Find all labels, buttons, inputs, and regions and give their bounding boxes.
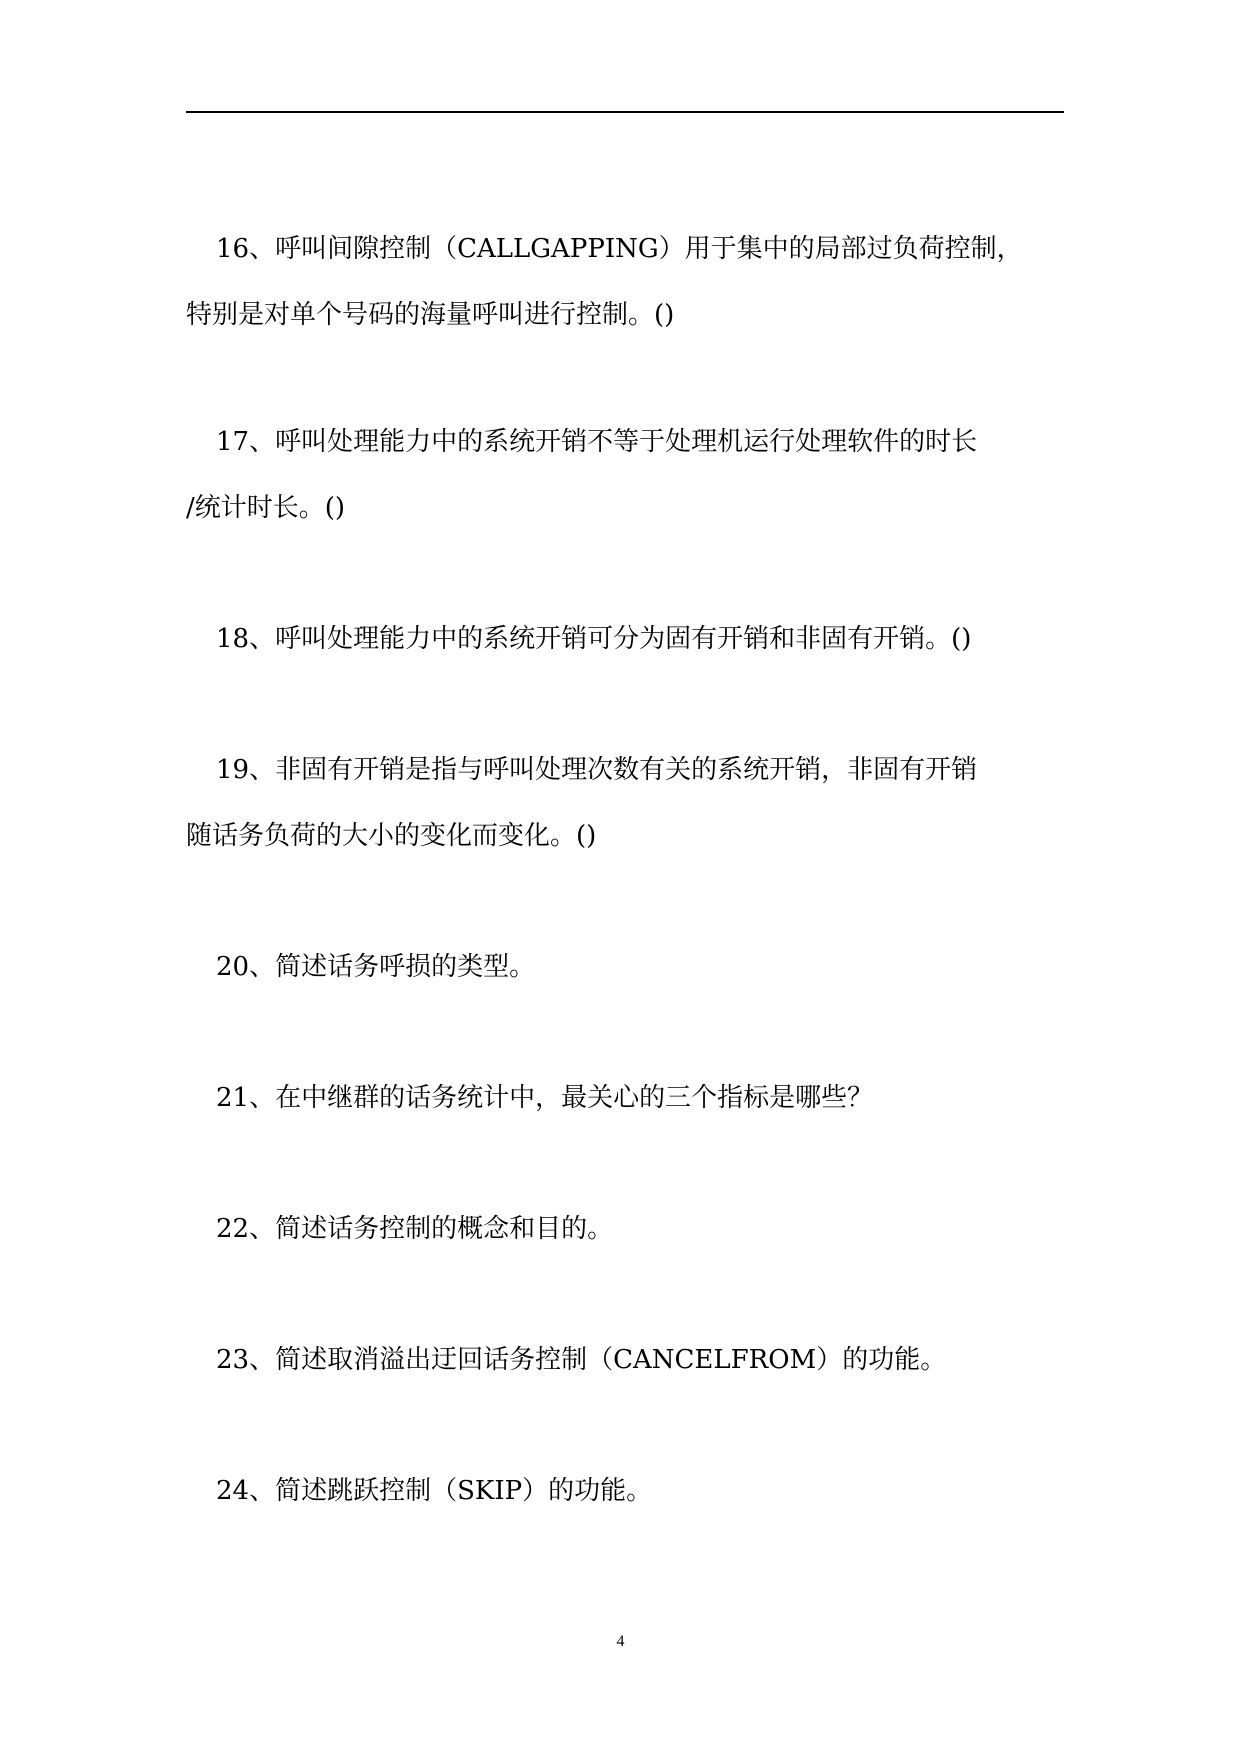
question-24-line-1: 24、简述跳跃控制（SKIP）的功能。 <box>216 1476 653 1506</box>
question-18 <box>186 606 1066 672</box>
question-19-line-2: 随话务负荷的大小的变化而变化。() <box>186 821 597 851</box>
question-16-line-1: 16、呼叫间隙控制（CALLGAPPING）用于集中的局部过负荷控制， <box>216 234 1023 264</box>
question-21 <box>186 1065 1066 1131</box>
page-number: 4 <box>616 1633 625 1650</box>
question-20 <box>186 934 1066 1000</box>
question-19 <box>186 737 1066 869</box>
question-17-line-1: 17、呼叫处理能力中的系统开销不等于处理机运行处理软件的时长 <box>216 427 978 457</box>
question-18-line-1: 18、呼叫处理能力中的系统开销可分为固有开销和非固有开销。() <box>216 624 972 654</box>
question-23 <box>186 1327 1066 1393</box>
question-20-line-1: 20、简述话务呼损的类型。 <box>216 952 536 982</box>
question-19-line-1: 19、非固有开销是指与呼叫处理次数有关的系统开销，非固有开销 <box>216 755 978 785</box>
question-23-line-1: 23、简述取消溢出迂回话务控制（CANCELFROM）的功能。 <box>216 1345 947 1375</box>
question-17-line-2: /统计时长。() <box>186 493 346 523</box>
question-21-line-1: 21、在中继群的话务统计中，最关心的三个指标是哪些？ <box>216 1083 874 1113</box>
question-16-line-2: 特别是对单个号码的海量呼叫进行控制。() <box>186 300 675 330</box>
question-16 <box>186 216 1066 348</box>
question-24 <box>186 1458 1066 1524</box>
question-22-line-1: 22、简述话务控制的概念和目的。 <box>216 1214 614 1244</box>
header-rule <box>186 111 1064 113</box>
question-17 <box>186 409 1066 541</box>
question-22 <box>186 1196 1066 1262</box>
